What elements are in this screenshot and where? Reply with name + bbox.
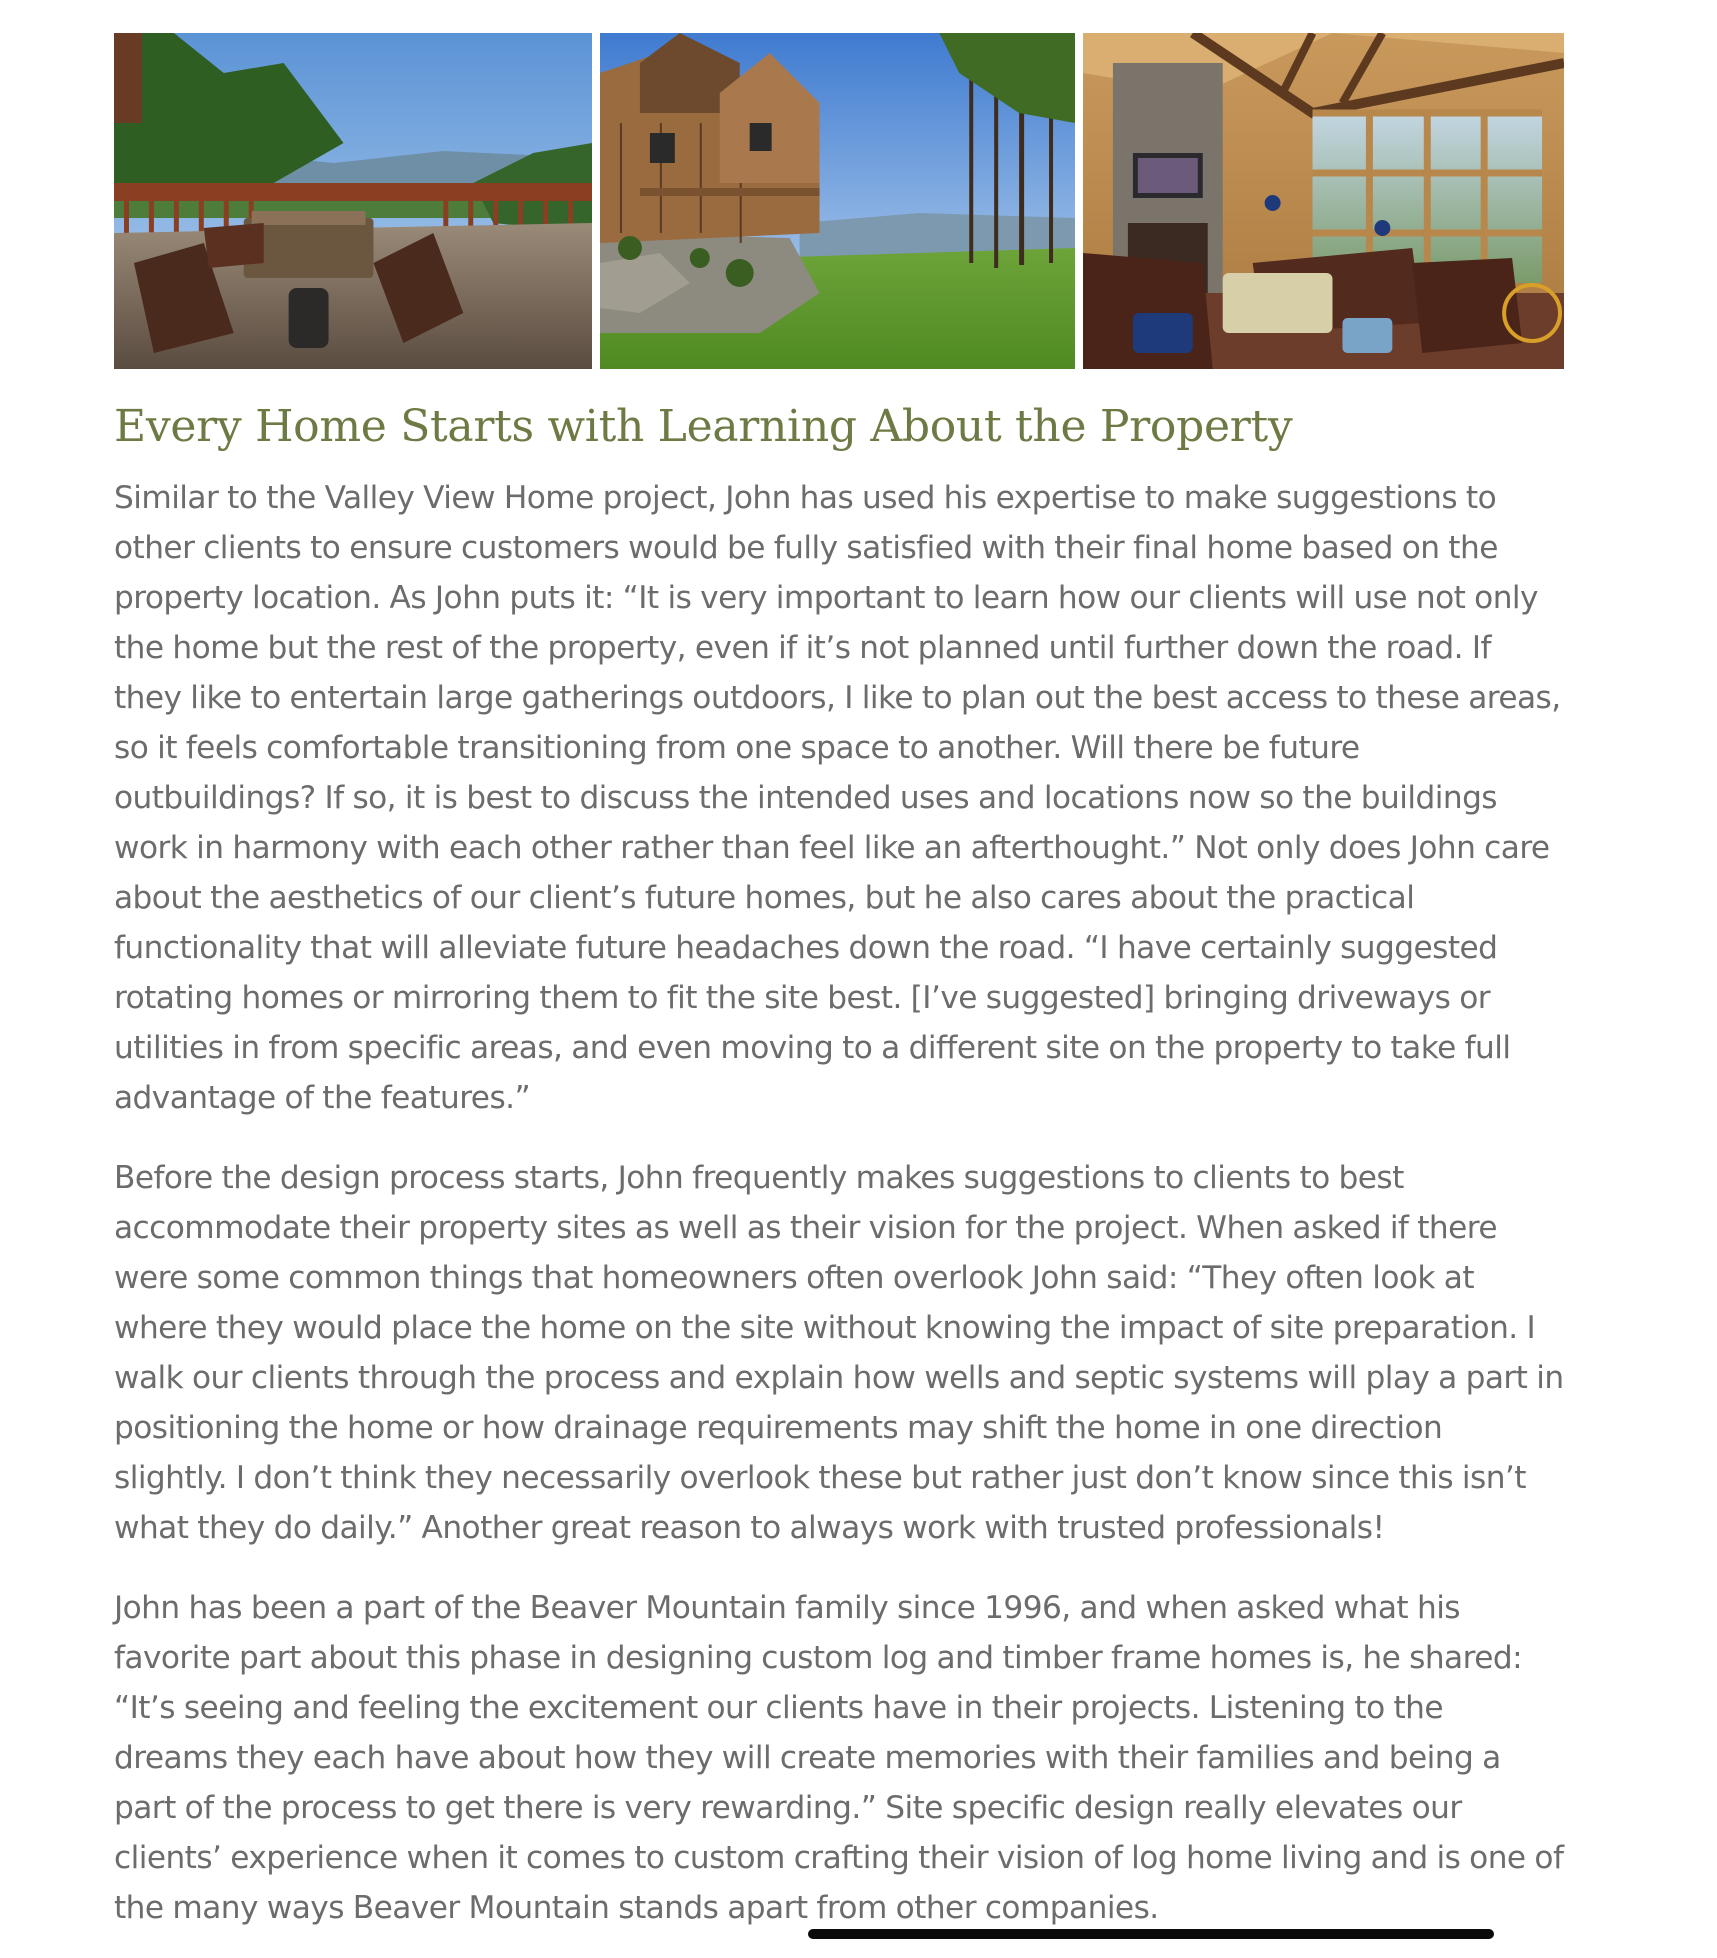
article-paragraph-2: Before the design process starts, John frequently makes suggestions to clients to best accommodate their property sites as well as their vision for the project. When asked if there were some common things that homeowners often overlook John said: “They often look at where they would place the home on the site without knowing the impact of site preparation. I walk our clients through the process and explain how wells and septic systems will play a part in positioning the home or how drainage requirements may shift the home in one direction slightly. I don’t think they necessarily overlook these but rather just don’t know since this isn’t what they do daily.” Another great reason to always work with trusted professionals! — [114, 1160, 1564, 1546]
great-room-image — [1083, 33, 1564, 369]
article-paragraph-1: Similar to the Valley View Home project, John has used his expertise to make suggestions to other clients to ensure customers would be fully satisfied with their final home based on the property location. As John puts it: “It is very important to learn how our clients will use not only the home but the rest of the property, even if it’s not planned until further down the road. If they like to entertain large gatherings outdoors, I like to plan out the best access to these areas, so it feels comfortable transitioning from one space to another. Will there be future outbuildings? If so, it is best to discuss the intended uses and locations now so the buildings work in harmony with each other rather than feel like an afterthought.” Not only does John care about the aesthetics of our client’s future homes, but he also cares about the practical functionality that will alleviate future headaches down the road. “I have certainly suggested rotating homes or mirroring them to fit the site best. [I’ve suggested] bringing driveways or utilities in from specific areas, and even moving to a different site on the property to take full advantage of the features.” — [114, 480, 1561, 1116]
log-home-exterior-image — [600, 33, 1075, 369]
article-paragraph-3: John has been a part of the Beaver Mountain family since 1996, and when asked what his favorite part about this phase in designing custom log and timber frame homes is, he shared: “It’s seeing and feeling the excitement our clients have in their projects. Listening to the dreams they each have about how they will create memories with their families and being a part of the process to get there is very rewarding.” Site specific design really elevates our clients’ experience when it comes to custom crafting their vision of log home living and is one of the many ways Beaver Mountain stands apart from other companies. — [114, 1590, 1564, 1926]
section-heading: Every Home Starts with Learning About the Property — [114, 401, 1293, 452]
deck-fire-pit-image — [114, 33, 592, 369]
photo-gallery — [114, 33, 1564, 369]
great-room-photo[interactable] — [1083, 33, 1564, 369]
log-home-exterior-photo[interactable] — [600, 33, 1075, 369]
home-indicator-bar[interactable] — [808, 1929, 1494, 1939]
article-container — [114, 33, 1564, 1933]
deck-fire-pit-photo[interactable] — [114, 33, 592, 369]
